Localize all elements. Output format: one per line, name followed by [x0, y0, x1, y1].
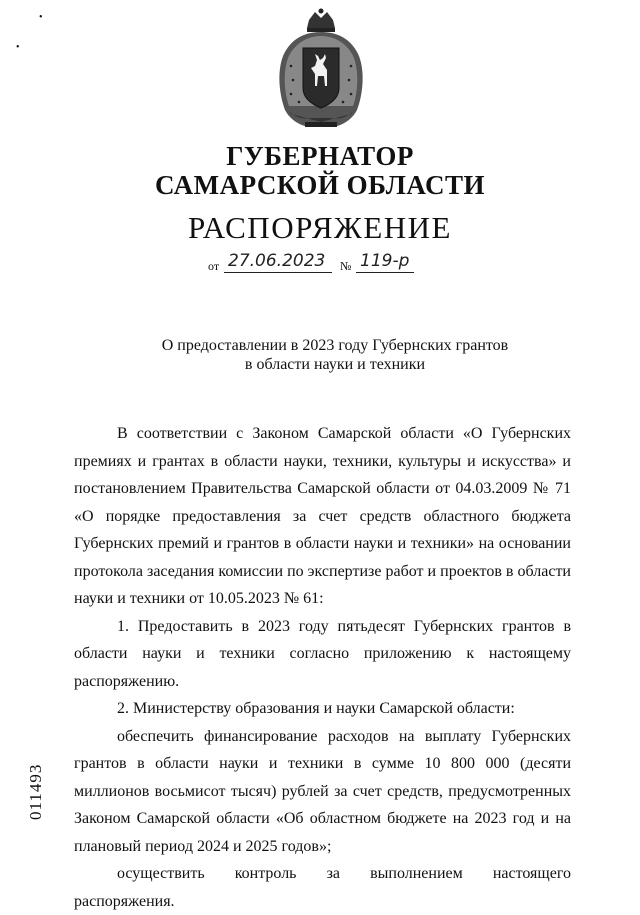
- body-paragraph: обеспечить финансирование расходов на выплату Губернских грантов в области науки и техники в сумме 10 800 000 (десяти миллионов восьмисот тысяч) рублей за счет средств, предусмотренных Законом Самарской области «Об областном бюджете на 2023 год и на плановый период 2024 и 2025 годов»;: [74, 727, 571, 855]
- document-number: 119-р: [360, 251, 410, 271]
- scan-mark-dot: •: [39, 12, 43, 23]
- date-underline: [224, 272, 332, 273]
- document-date: 27.06.2023: [228, 251, 326, 271]
- subject-line1: О предоставлении в 2023 году Губернских грантов: [161, 337, 509, 354]
- document-subject: [0, 336, 640, 374]
- body-paragraph: 2. Министерству образования и науки Самарской области:: [117, 700, 515, 717]
- document-type-title: РАСПОРЯЖЕНИЕ: [188, 210, 452, 245]
- document-date-number: [208, 253, 448, 275]
- number-underline: [356, 272, 414, 273]
- date-prefix: от: [208, 259, 220, 273]
- issuer-title-line2: САМАРСКОЙ ОБЛАСТИ: [154, 170, 486, 200]
- serial-number: 011493: [26, 763, 45, 820]
- body-paragraph: осуществить контроль за выполнением настоящего распоряжения.: [74, 865, 571, 910]
- scan-mark-dot: •: [16, 42, 20, 53]
- body-paragraph: В соответствии с Законом Самарской области «О Губернских премиях и грантах в области науки, техники, культуры и искусства» и постановлением Правительства Самарской области от 04.03.2009 № 71 «О порядке предоставления за счет средств областного бюджета Губернских премий и грантов в области науки и техники» на основании протокола заседания комиссии по экспертизе работ и проектов в области науки и техники от 10.05.2023 № 61:: [74, 425, 571, 607]
- issuer-title-line1: ГУБЕРНАТОР: [226, 141, 414, 171]
- document-body: [74, 420, 571, 915]
- body-paragraph: 1. Предоставить в 2023 году пятьдесят Губернских грантов в области науки и техники согласно приложению к настоящему распоряжению.: [74, 617, 571, 690]
- subject-line2: в области науки и техники: [244, 356, 426, 373]
- number-prefix: №: [340, 259, 352, 273]
- samara-coat-of-arms-icon: [271, 6, 371, 130]
